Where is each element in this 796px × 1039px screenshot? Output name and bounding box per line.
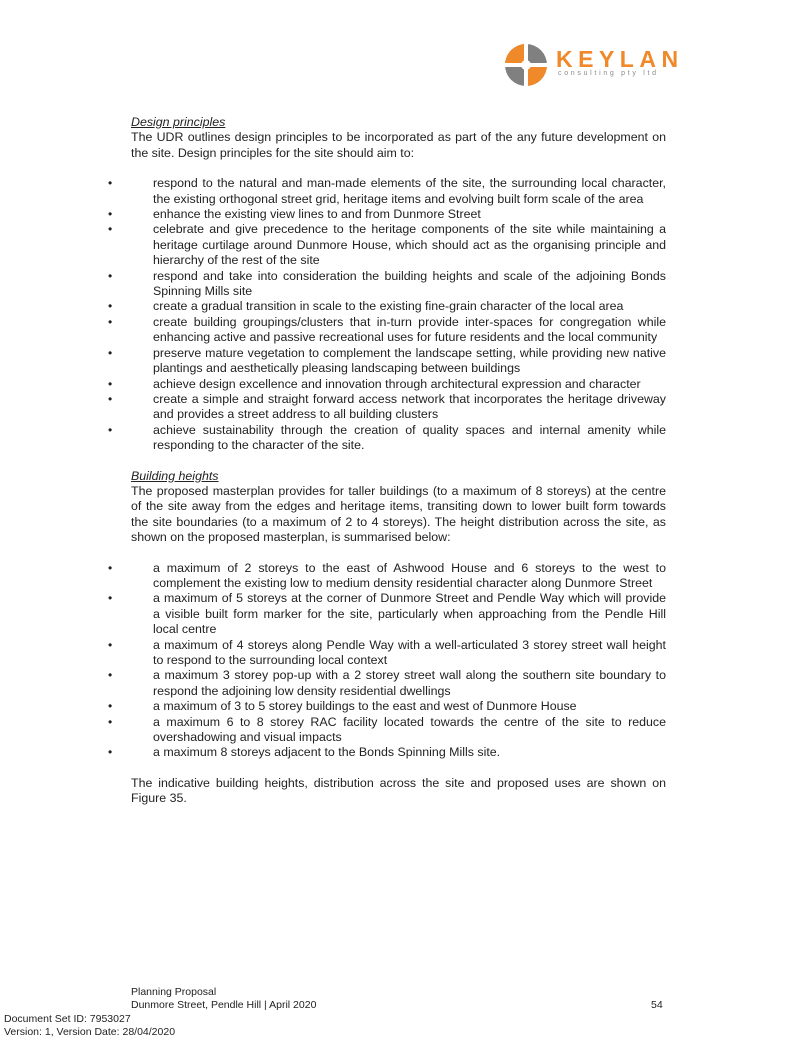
list-item: • create a gradual transition in scale to the existing fine-grain character of the local area xyxy=(131,299,666,314)
list-item: • respond to the natural and man-made elements of the site, the surrounding local character, the existing orthogonal street grid, heritage items and evolving built form scale of the area xyxy=(131,176,666,207)
list-item: • a maximum 8 storeys adjacent to the Bonds Spinning Mills site. xyxy=(131,745,666,760)
list-item: • a maximum 3 storey pop-up with a 2 storey street wall along the southern site boundary to respond the adjoining low density residential dwellings xyxy=(131,668,666,699)
logo-name: KEYLAN xyxy=(556,46,684,72)
keylan-logo xyxy=(503,42,684,88)
list-item: • achieve design excellence and innovation through architectural expression and character xyxy=(131,377,666,392)
list-item: • preserve mature vegetation to complement the landscape setting, while providing new native plantings and aesthetically pleasing landscaping between buildings xyxy=(131,346,666,377)
list-item: • enhance the existing view lines to and from Dunmore Street xyxy=(131,207,666,222)
list-item: • a maximum of 4 storeys along Pendle Way with a well-articulated 3 storey street wall height to respond to the surrounding local context xyxy=(131,638,666,669)
list-item: • achieve sustainability through the creation of quality spaces and internal amenity while responding to the character of the site. xyxy=(131,423,666,454)
logo-tagline: consulting pty ltd xyxy=(558,70,659,77)
footer-project-address: Dunmore Street, Pendle Hill | April 2020 xyxy=(131,998,317,1011)
building-heights-heading: Building heights xyxy=(131,468,219,483)
building-heights-list xyxy=(131,561,666,761)
list-item: • a maximum of 3 to 5 storey buildings to the east and west of Dunmore House xyxy=(131,699,666,714)
keylan-logo-mark-icon xyxy=(503,42,549,88)
document-stamp xyxy=(4,1013,175,1039)
design-principles-heading: Design principles xyxy=(131,115,226,129)
page-number: 54 xyxy=(651,999,663,1011)
building-heights-intro: The proposed masterplan provides for taller buildings (to a maximum of 8 storeys) at the centre of the site away from the edges and heritage items, transiting down to lower built form towards the site boundaries (to a maximum of 2 to 4 storeys). The height distribution across the site, as shown on the proposed masterplan, is summarised below: xyxy=(131,483,666,545)
design-principles-intro: The UDR outlines design principles to be incorporated as part of the any future development on the site. Design principles for the site should aim to: xyxy=(131,130,666,160)
list-item: • respond and take into consideration the building heights and scale of the adjoining Bonds Spinning Mills site xyxy=(131,269,666,300)
page-footer xyxy=(131,986,316,1011)
footer-document-title: Planning Proposal xyxy=(131,986,217,998)
design-principles-list xyxy=(131,176,666,453)
list-item: • a maximum of 2 storeys to the east of Ashwood House and 6 storeys to the west to complement the existing low to medium density residential character along Dunmore Street xyxy=(131,561,666,592)
building-heights-closing: The indicative building heights, distribution across the site and proposed uses are shown on Figure 35. xyxy=(131,775,666,806)
document-body xyxy=(131,115,666,807)
list-item: • celebrate and give precedence to the heritage components of the site while maintaining a heritage curtilage around Dunmore House, which should act as the organising principle and hierarchy of the rest of the site xyxy=(131,222,666,268)
document-version: Version: 1, Version Date: 28/04/2020 xyxy=(4,1026,176,1038)
document-set-id: Document Set ID: 7953027 xyxy=(4,1013,131,1025)
list-item: • create building groupings/clusters that in-turn provide inter-spaces for congregation while enhancing active and passive recreational uses for future residents and the local community xyxy=(131,315,666,346)
list-item: • a maximum 6 to 8 storey RAC facility located towards the centre of the site to reduce overshadowing and visual impacts xyxy=(131,715,666,746)
list-item: • create a simple and straight forward access network that incorporates the heritage driveway and provides a street address to all building clusters xyxy=(131,392,666,423)
list-item: • a maximum of 5 storeys at the corner of Dunmore Street and Pendle Way which will provide a visible built form marker for the site, particularly when approaching from the Pendle Hill local centre xyxy=(131,591,666,637)
